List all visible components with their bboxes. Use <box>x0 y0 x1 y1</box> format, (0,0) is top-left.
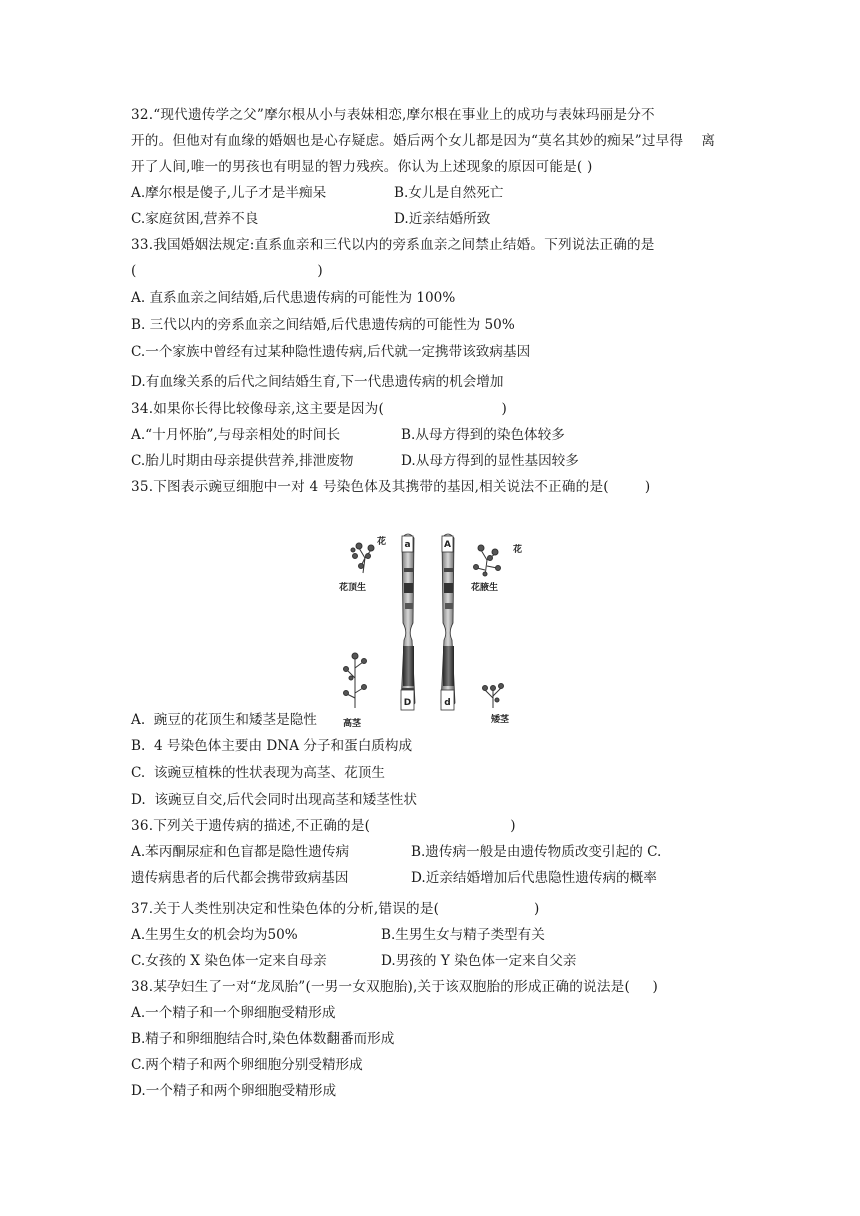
axillary-flower-plant-icon <box>474 545 501 576</box>
label-terminal-flower: 花顶生 <box>339 583 367 593</box>
gene-label-D: D <box>403 698 412 708</box>
q32-option-d: D.近亲结婚所致 <box>394 211 491 227</box>
q35-option-c: C. 该豌豆植株的性状表现为高茎、花顶生 <box>131 765 385 781</box>
chromosome-diagram <box>335 528 531 734</box>
q36-stem: 36.下列关于遗传病的描述,不正确的是( ) <box>131 818 516 834</box>
q35-option-d: D. 该豌豆自交,后代会同时出现高茎和矮茎性状 <box>131 792 417 808</box>
q34-option-b: B.从母方得到的染色体较多 <box>401 427 565 443</box>
tall-stem-plant-icon <box>344 653 367 708</box>
q38-option-c: C.两个精子和两个卵细胞分别受精形成 <box>131 1057 363 1073</box>
q32-option-b: B.女儿是自然死亡 <box>394 185 504 201</box>
q38-option-b: B.精子和卵细胞结合时,染色体数翻番而形成 <box>131 1031 395 1047</box>
gene-label-d: d <box>444 698 451 708</box>
right-chromosome <box>441 534 455 710</box>
q38-option-a: A.一个精子和一个卵细胞受精形成 <box>131 1005 336 1021</box>
q36-option-b: B.遗传病一般是由遗传物质改变引起的 C. <box>411 844 662 860</box>
q33-option-c: C.一个家族中曾经有过某种隐性遗传病,后代就一定携带该致病基因 <box>131 344 531 360</box>
q37-option-c: C.女孩的 X 染色体一定来自母亲 <box>131 953 327 969</box>
q37-option-a: A.生男生女的机会均为50% <box>131 927 298 943</box>
q34-option-c: C.胎儿时期由母亲提供营养,排泄废物 <box>131 453 354 469</box>
label-flower-left: 花 <box>377 537 387 547</box>
label-flower-right: 花 <box>513 545 523 555</box>
q35-option-a: A. 豌豆的花顶生和矮茎是隐性 <box>131 712 317 728</box>
q36-option-d: D.近亲结婚增加后代患隐性遗传病的概率 <box>411 870 657 886</box>
q37-option-b: B.生男生女与精子类型有关 <box>381 927 545 943</box>
q32-stem-line1: 32.“现代遗传学之父”摩尔根从小与表妹相恋,摩尔根在事业上的成功与表妹玛丽是分不 <box>131 107 655 123</box>
q32-stem-line2: 开的。但他对有血缘的婚姻也是心存疑虑。婚后两个女儿都是因为“莫名其妙的痴呆”过早得 离 <box>131 133 716 149</box>
q35-stem: 35.下图表示豌豆细胞中一对 4 号染色体及其携带的基因,相关说法不正确的是( ) <box>131 479 651 495</box>
left-chromosome <box>401 534 415 710</box>
q35-option-b: B. 4 号染色体主要由 DNA 分子和蛋白质构成 <box>131 738 413 754</box>
q34-option-a: A.“十月怀胎”,与母亲相处的时间长 <box>131 427 341 443</box>
q37-stem: 37.关于人类性别决定和性染色体的分析,错误的是( ) <box>131 901 540 917</box>
q32-stem-line3: 开了人间,唯一的男孩也有明显的智力残疾。你认为上述现象的原因可能是( ) <box>131 159 593 175</box>
q38-option-d: D.一个精子和两个卵细胞受精形成 <box>131 1083 337 1099</box>
gene-label-a: a <box>404 540 411 550</box>
q33-option-b: B. 三代以内的旁系血亲之间结婚,后代患遗传病的可能性为 50% <box>131 317 515 333</box>
q32-option-c: C.家庭贫困,营养不良 <box>131 211 259 227</box>
terminal-flower-plant-icon <box>351 543 374 573</box>
label-axillary-flower: 花腋生 <box>471 583 499 593</box>
short-stem-plant-icon <box>483 684 504 709</box>
label-short-stem: 矮茎 <box>491 715 510 725</box>
q34-stem: 34.如果你长得比较像母亲,这主要是因为( ) <box>131 401 507 417</box>
q36-option-c: 遗传病患者的后代都会携带致病基因 <box>131 870 349 886</box>
q36-option-a: A.苯丙酮尿症和色盲都是隐性遗传病 <box>131 844 350 860</box>
label-tall-stem: 高茎 <box>343 719 362 729</box>
q32-option-a: A.摩尔根是傻子,儿子才是半痴呆 <box>131 185 327 201</box>
q38-stem: 38.某孕妇生了一对“龙凤胎”(一男一女双胞胎),关于该双胞胎的形成正确的说法是( ) <box>131 979 659 995</box>
q34-option-d: D.从母方得到的显性基因较多 <box>401 453 579 469</box>
gene-label-A: A <box>444 540 451 550</box>
q33-option-d: D.有血缘关系的后代之间结婚生育,下一代患遗传病的机会增加 <box>131 374 504 390</box>
chromosome-figure <box>335 528 531 734</box>
q33-stem-line1: 33.我国婚姻法规定:直系血亲和三代以内的旁系血亲之间禁止结婚。下列说法正确的是 <box>131 237 655 253</box>
q37-option-d: D.男孩的 Y 染色体一定来自父亲 <box>381 953 577 969</box>
q33-stem-line2: ( ) <box>131 263 323 279</box>
q33-option-a: A. 直系血亲之间结婚,后代患遗传病的可能性为 100% <box>131 290 456 306</box>
